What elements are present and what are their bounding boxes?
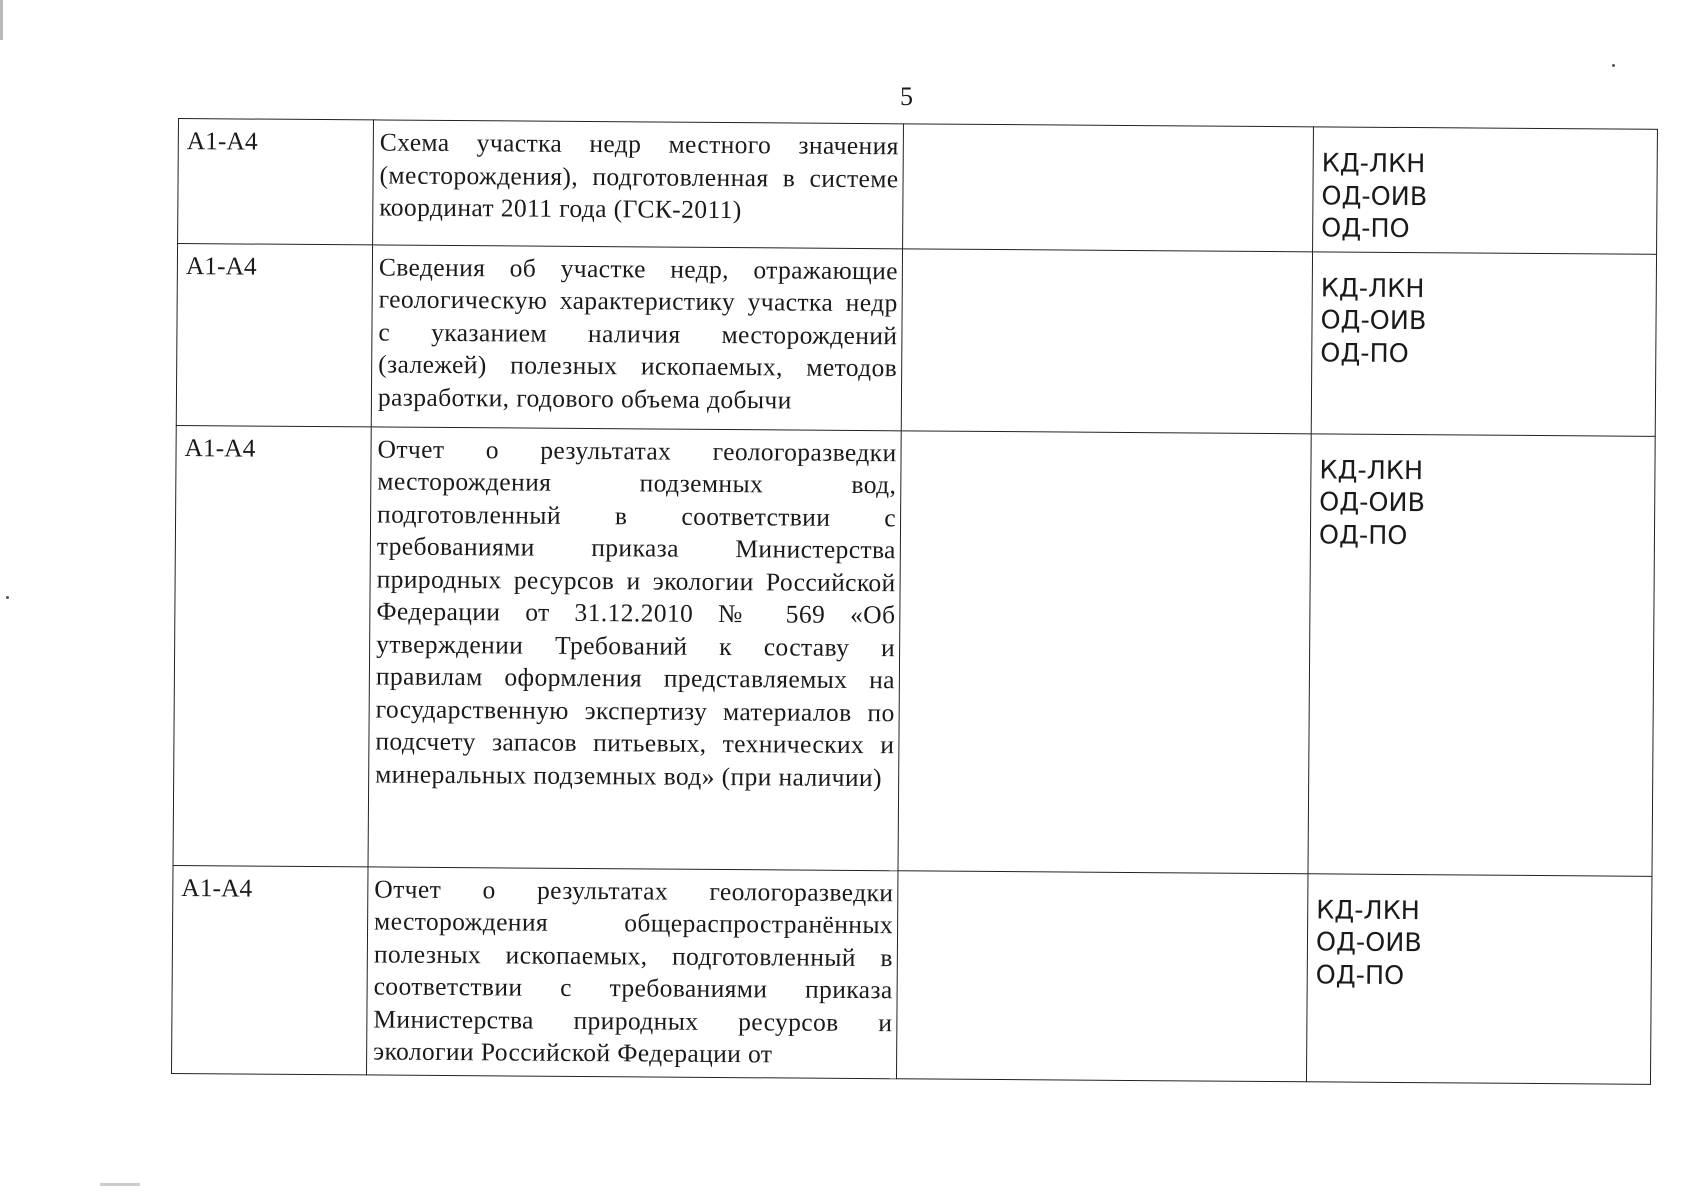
row-codes-cell — [1313, 127, 1658, 254]
code-item: ОД-ПО — [1318, 519, 1408, 551]
row-description-cell: Отчет о результатах геологоразведки месторождения общераспространённых полезных ископаемых, подготовленный в соответствии с требованиями приказа Министерства природных ресурсов и экологии Российской Федерации от — [366, 866, 898, 1078]
row-empty-cell — [903, 124, 1314, 252]
scan-speck — [1612, 64, 1615, 67]
code-item: КД-ЛКН — [1321, 148, 1426, 180]
row-code-cell: А1-А4 — [178, 119, 374, 245]
row-empty-cell — [901, 248, 1312, 433]
row-codes-cell — [1311, 251, 1656, 436]
table-row — [171, 865, 1651, 1084]
code-item: КД-ЛКН — [1320, 272, 1425, 304]
page-number: 5 — [900, 82, 913, 111]
code-item: ОД-ПО — [1320, 337, 1409, 369]
code-item: ОД-ПО — [1315, 959, 1405, 991]
row-code-cell: А1-А4 — [171, 865, 368, 1074]
row-description-cell: Схема участка недр местного значения (месторождения), подготовленная в системе координат 2011 года (ГСК-2011) — [373, 120, 904, 248]
code-item: ОД-ОИВ — [1315, 927, 1422, 959]
code-item: КД-ЛКН — [1316, 894, 1421, 926]
row-codes-cell — [1308, 433, 1655, 876]
row-description-cell: Сведения об участке недр, отражающие геологическую характеристику участка недр с указанием наличия месторождений (залежей) полезных ископаемых, методов разработки, годового объема добычи — [371, 244, 902, 430]
table-row — [176, 243, 1656, 436]
code-item: ОД-ОИВ — [1319, 487, 1426, 519]
row-codes-cell — [1306, 873, 1652, 1084]
code-item: ОД-ПО — [1321, 213, 1410, 245]
row-empty-cell — [896, 870, 1308, 1081]
scan-edge-mark — [0, 0, 3, 40]
code-item: ОД-ОИВ — [1321, 180, 1428, 212]
document-table — [171, 118, 1658, 1084]
scan-smudge — [100, 1183, 140, 1186]
code-item: КД-ЛКН — [1319, 454, 1424, 486]
row-code-cell: А1-А4 — [176, 243, 372, 426]
row-code-cell: А1-А4 — [173, 425, 371, 866]
scan-speck — [6, 596, 9, 599]
table-row — [173, 425, 1655, 876]
table-row — [178, 119, 1658, 254]
row-empty-cell — [898, 430, 1311, 873]
row-description-cell: Отчет о результатах геологоразведки месторождения подземных вод, подготовленный в соответствии с требованиями приказа Министерства природных ресурсов и экологии Российской Федерации от 31.12.2010 № 569 «Об утверждении Требований к составу и правилам оформления представляемых на государственную экспертизу материалов по подсчету запасов питьевых, технических и минеральных подземных вод» (при наличии) — [368, 426, 901, 870]
code-item: ОД-ОИВ — [1320, 305, 1427, 337]
